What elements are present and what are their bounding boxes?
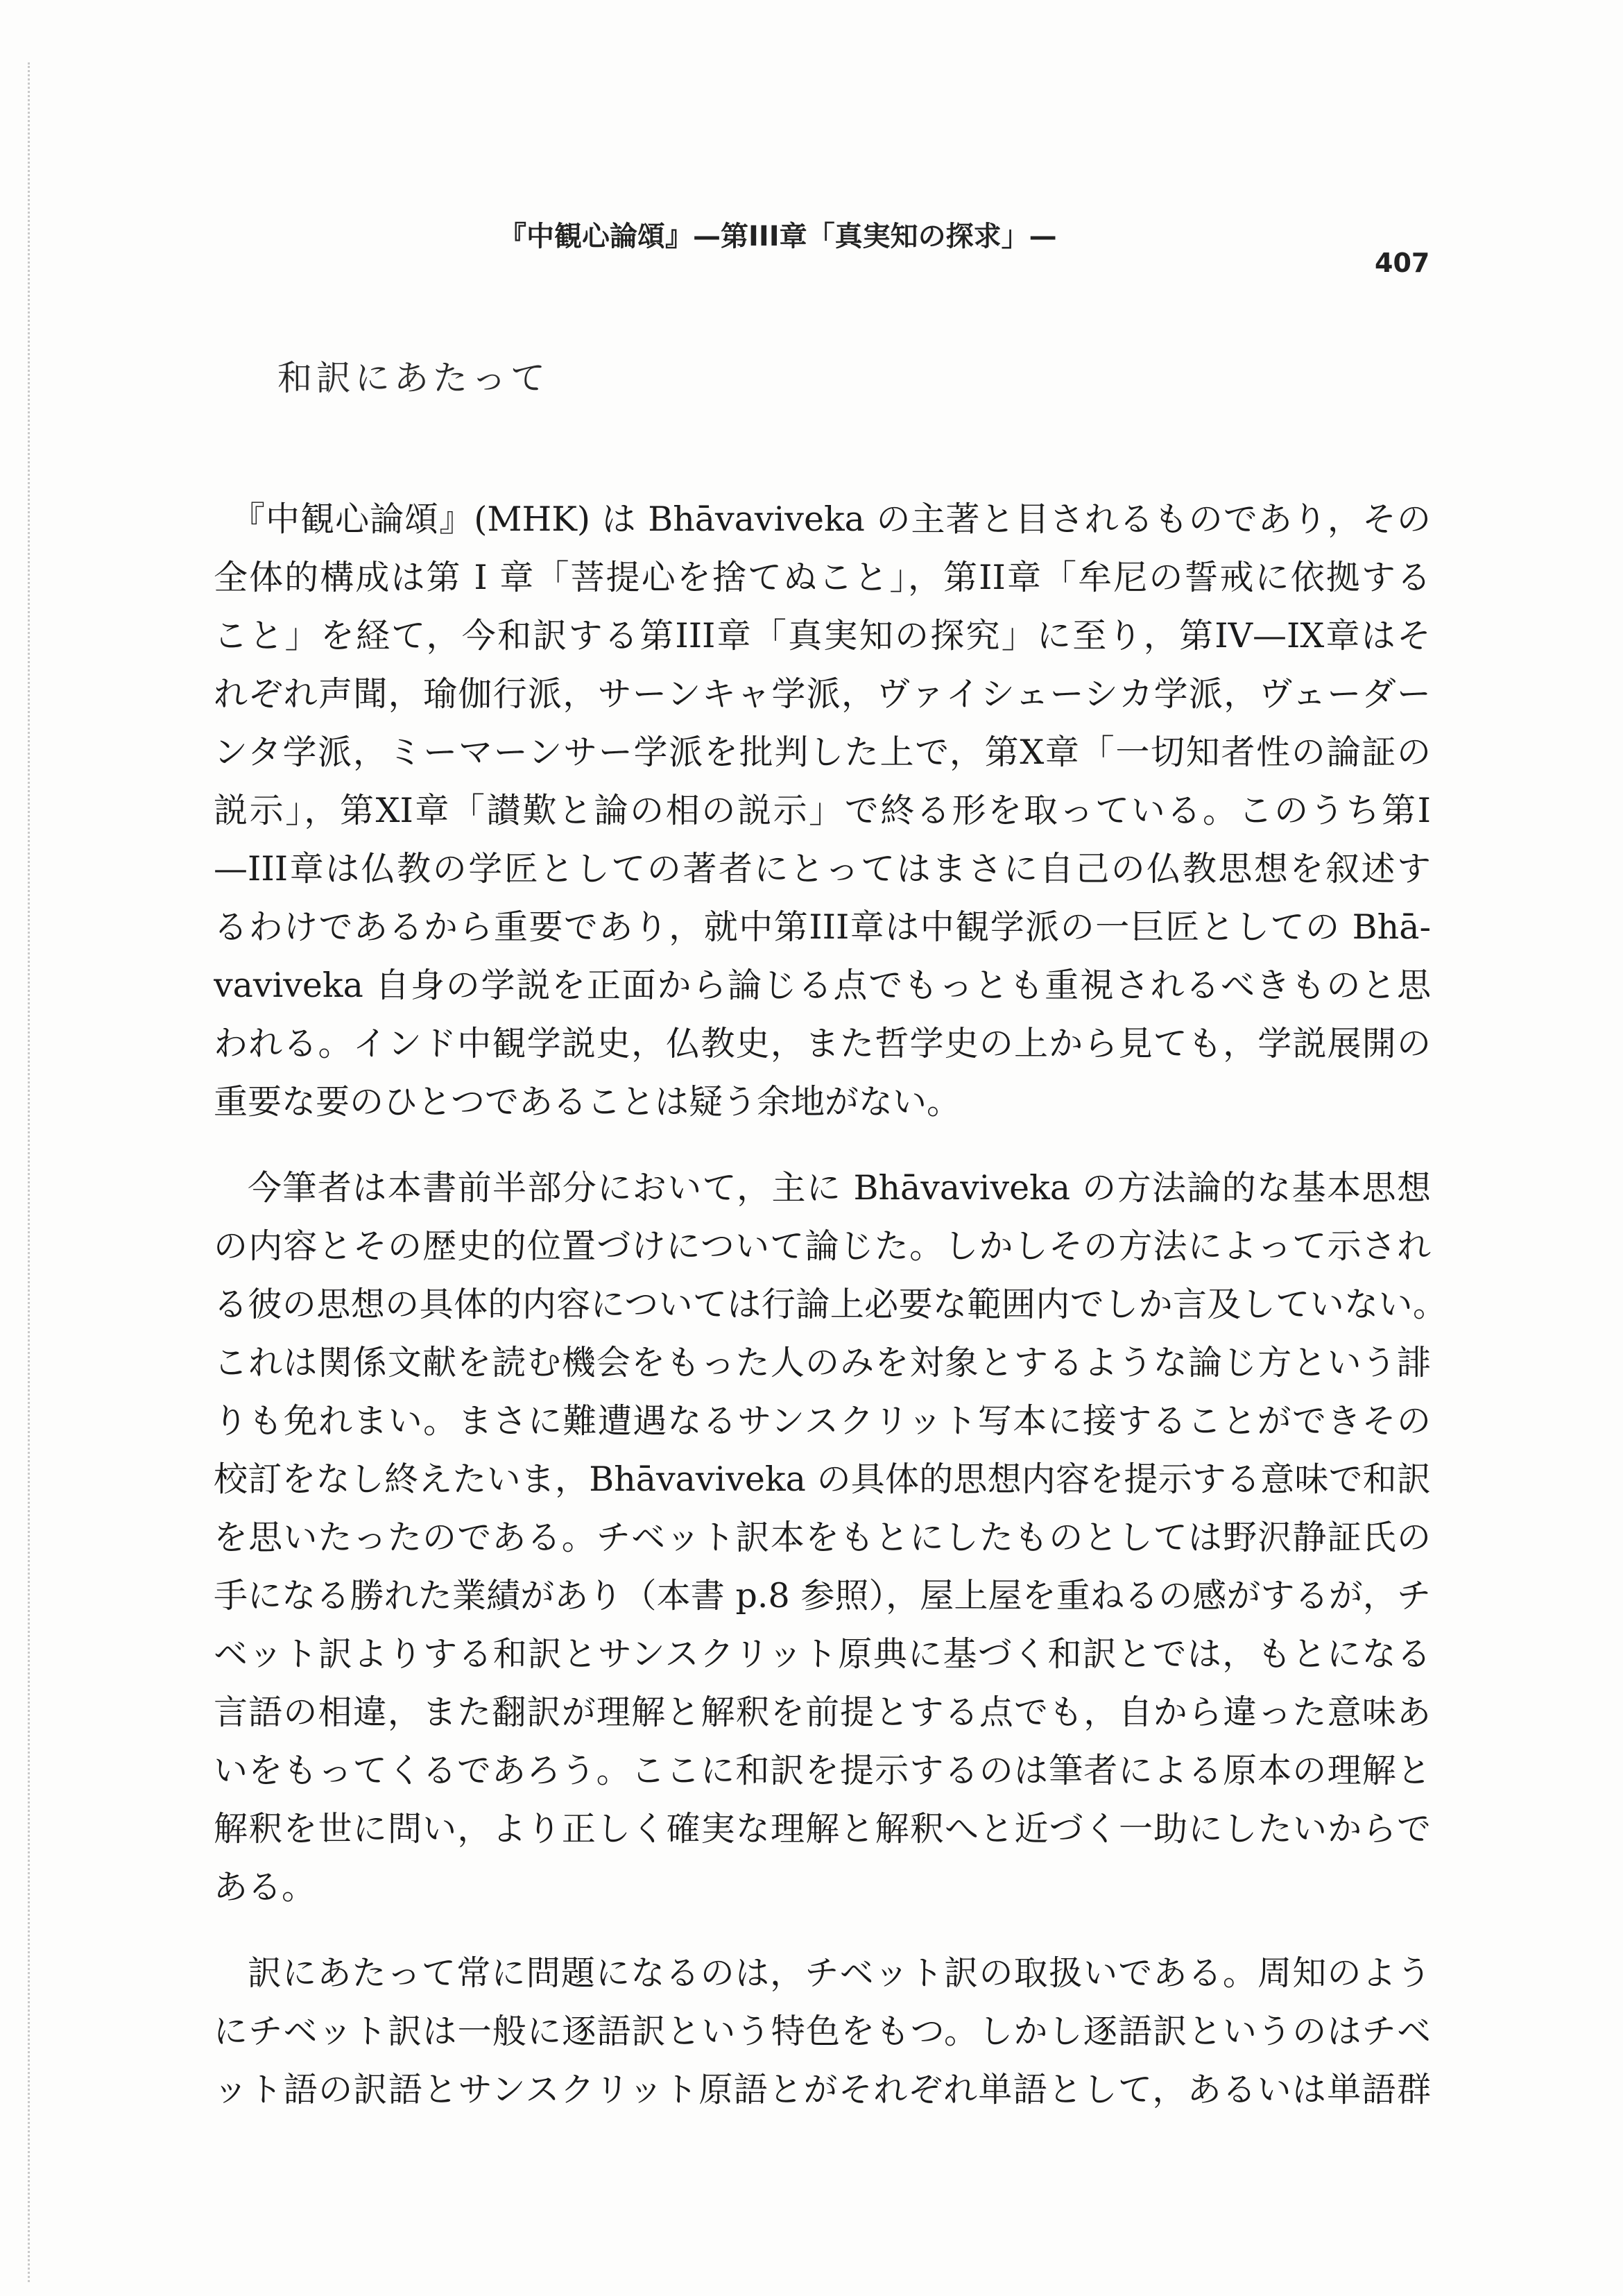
text-line: を思いたったのである。チベット訳本をもとにしたものとしては野沢静証氏の: [214, 1518, 1431, 1557]
text-line: いをもってくるであろう。ここに和訳を提示するのは筆者による原本の理解と: [214, 1751, 1431, 1790]
text-line: 『中観心論頌』(MHK) は Bhāvaviveka の主著と目されるものであり，その: [231, 499, 1431, 539]
text-line: る彼の思想の具体的内容については行論上必要な範囲内でしか言及していない。: [214, 1285, 1447, 1324]
text-line: 今筆者は本書前半部分において，主に Bhāvaviveka の方法論的な基本思想: [248, 1168, 1431, 1208]
text-line: 言語の相違，また翻訳が理解と解釈を前提とする点でも，自から違った意味あ: [214, 1693, 1431, 1732]
text-line: ある。: [214, 1867, 316, 1907]
text-line: これは関係文献を読む機会をもった人のみを対象とするような論じ方という誹: [214, 1343, 1431, 1382]
page-number: 407: [1375, 248, 1430, 278]
text-line: るわけであるから重要であり，就中第III章は中観学派の一巨匠としての Bhā-: [214, 907, 1431, 947]
text-line: われる。インド中観学説史，仏教史，また哲学史の上から見ても，学説展開の: [214, 1024, 1431, 1063]
text-line: ンタ学派，ミーマーンサー学派を批判した上で，第X章「一切知者性の論証の: [214, 733, 1431, 772]
paragraph: [214, 490, 1476, 1131]
text-line: れぞれ声聞，瑜伽行派，サーンキャ学派，ヴァイシェーシカ学派，ヴェーダー: [214, 674, 1431, 714]
text-line: 重要な要のひとつであることは疑う余地がない。: [214, 1082, 961, 1122]
text-line: 手になる勝れた業績があり（本書 p.8 参照），屋上屋を重ねるの感がするが，チ: [214, 1576, 1431, 1616]
text-line: こと」を経て，今和訳する第III章「真実知の探究」に至り，第IV—IX章はそ: [214, 616, 1431, 656]
text-line: 訳にあたって常に問題になるのは，チベット訳の取扱いである。周知のよう: [248, 1953, 1431, 1993]
body-text: [214, 490, 1476, 2119]
text-line: ット語の訳語とサンスクリット原語とがそれぞれ単語として，あるいは単語群: [214, 2070, 1431, 2109]
text-line: 説示」，第XI章「讃歎と論の相の説示」で終る形を取っている。このうち第I: [214, 791, 1431, 830]
text-line: 解釈を世に問い，より正しく確実な理解と解釈へと近づく一助にしたいからで: [214, 1809, 1431, 1849]
text-line: 校訂をなし終えたいま，Bhāvaviveka の具体的思想内容を提示する意味で和訳: [214, 1459, 1431, 1499]
text-line: にチベット訳は一般に逐語訳という特色をもつ。しかし逐語訳というのはチベ: [214, 2012, 1431, 2051]
text-line: vaviveka 自身の学説を正面から論じる点でもっとも重視されるべきものと思: [214, 966, 1431, 1005]
text-line: —III章は仏教の学匠としての著者にとってはまさに自己の仏教思想を叙述す: [214, 849, 1431, 889]
text-line: の内容とその歴史的位置づけについて論じた。しかしその方法によって示され: [214, 1226, 1431, 1266]
text-line: ベット訳よりする和訳とサンスクリット原典に基づく和訳とでは，もとになる: [214, 1634, 1431, 1674]
text-line: りも免れまい。まさに難遭遇なるサンスクリット写本に接することができその: [214, 1401, 1431, 1441]
running-header: 『中観心論頌』—第III章「真実知の探求」—: [499, 221, 1057, 252]
section-heading: 和訳にあたって: [277, 358, 549, 398]
paragraph: [214, 1944, 1476, 2119]
paragraph: [214, 1159, 1476, 1917]
text-line: 全体的構成は第 I 章「菩提心を捨てぬこと」，第II章「牟尼の誓戒に依拠する: [214, 558, 1431, 597]
scan-edge-line: [28, 62, 30, 2282]
